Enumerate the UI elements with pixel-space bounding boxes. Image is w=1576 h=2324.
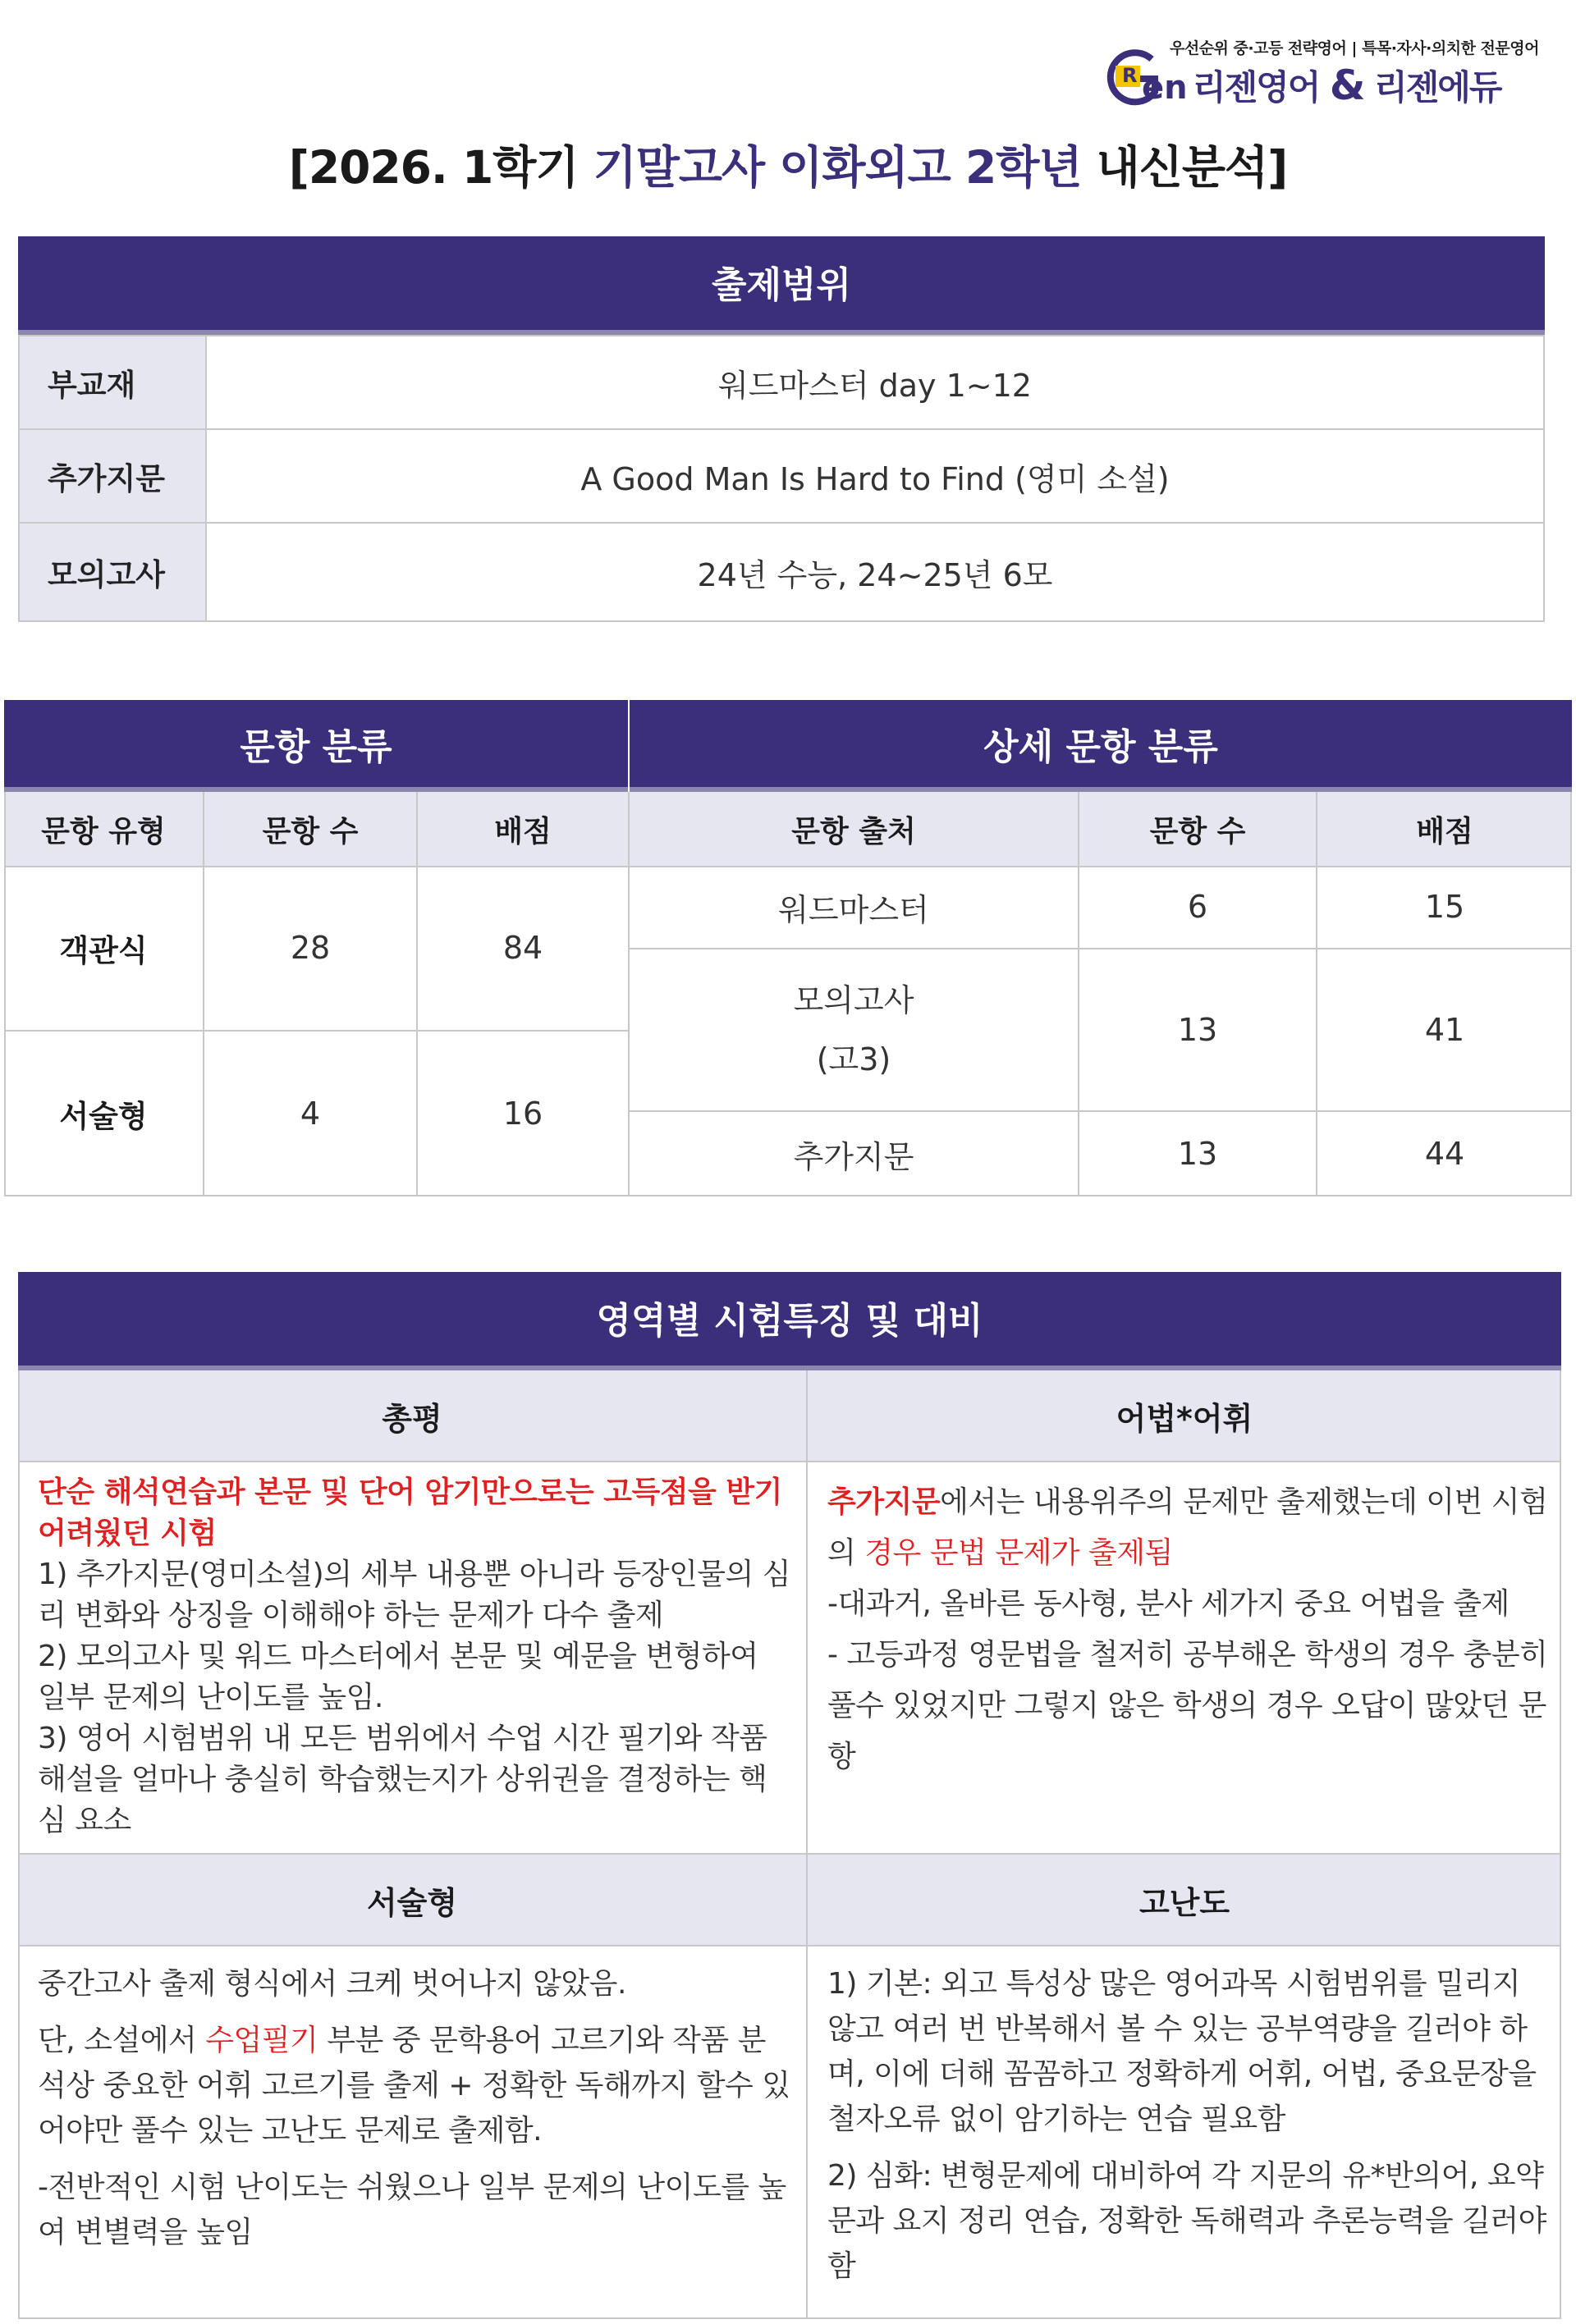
scope-row	[18, 522, 1545, 622]
overall-lead: 단순 해석연습과 본문 및 단어 암기만으로는 고득점을 받기 어려웠던 시험	[38, 1475, 782, 1550]
col-header: 배점	[418, 792, 628, 866]
difficulty-title: 고난도	[808, 1855, 1561, 1945]
essay-body	[38, 1961, 793, 2255]
overall-item: 3) 영어 시험범위 내 모든 범위에서 수업 시간 필기와 작품 해설을 얼마나 충실히 학습했는지가 상위권을 결정하는 핵심 요소	[38, 1722, 767, 1837]
grid-line	[628, 792, 630, 1196]
classification-header-right: 상세 문항 분류	[630, 700, 1572, 792]
grid-line	[630, 948, 1572, 949]
grid-line	[4, 866, 1572, 867]
grid-line	[18, 1853, 1561, 1855]
col-header: 문항 수	[204, 792, 416, 866]
logo-name-right: 리젠에듀	[1374, 67, 1501, 108]
grid-line	[203, 792, 204, 1196]
source-count: 13	[1177, 1136, 1218, 1172]
classification-table	[4, 700, 1572, 1196]
scope-value: 24년 수능, 24~25년 6모	[697, 556, 1053, 593]
col-header: 문항 수	[1079, 792, 1316, 866]
grid-line	[1316, 792, 1317, 1196]
grammar-lead-red: 추가지문	[827, 1485, 941, 1519]
essay-p2	[38, 2018, 793, 2153]
grammar-body	[827, 1477, 1550, 1782]
question-points: 16	[502, 1096, 543, 1132]
scope-value: A Good Man Is Hard to Find (영미 소설)	[580, 460, 1170, 497]
brand-logo	[1104, 31, 1547, 109]
col-header: 문항 출처	[630, 792, 1078, 866]
scope-value: 워드마스터 day 1~12	[718, 367, 1032, 404]
grid-line	[416, 792, 418, 1196]
logo-name	[1193, 61, 1500, 110]
grid-line	[4, 1030, 628, 1032]
overall-item: 1) 추가지문(영미소설)의 세부 내용뿐 아니라 등장인물의 심리 변화와 상징을 이해해야 하는 문제가 다수 출제	[38, 1558, 791, 1632]
question-count: 4	[300, 1096, 321, 1132]
overall-body	[38, 1472, 793, 1841]
grammar-lead-red2: 경우 문법 문제가 출제됨	[864, 1536, 1173, 1570]
question-type: 서술형	[59, 1099, 148, 1134]
source-count: 13	[1177, 1012, 1218, 1048]
essay-p2-a: 단, 소설에서	[38, 2024, 206, 2057]
scope-row	[18, 335, 1545, 430]
source-name	[630, 949, 1078, 1110]
grid-line	[630, 1110, 1572, 1112]
analysis-table	[18, 1272, 1561, 2321]
source-points: 41	[1424, 1012, 1465, 1048]
col-header: 문항 유형	[4, 792, 203, 866]
difficulty-p2: 2) 심화: 변형문제에 대비하여 각 지문의 유*반의어, 요약문과 요지 정리 연습, 정확한 독해력과 추론능력을 길러야 함	[827, 2159, 1546, 2283]
overall-title: 총평	[18, 1370, 806, 1461]
grammar-item: - 고등과정 영문법을 철저히 공부해온 학생의 경우 충분히 풀수 있었지만 그렇지 않은 학생의 경우 오답이 많았던 문항	[827, 1638, 1548, 1773]
grid-line	[1078, 792, 1079, 1196]
logo-en-word: en	[1142, 69, 1188, 107]
difficulty-body	[827, 1961, 1550, 2289]
source-points: 44	[1424, 1136, 1465, 1172]
logo-r-letter: R	[1122, 64, 1138, 87]
essay-title: 서술형	[18, 1855, 806, 1945]
scope-header: 출제범위	[18, 236, 1545, 335]
source-name-sub: (고3)	[816, 1041, 891, 1077]
grid-line	[4, 792, 6, 1196]
grammar-lead-text: 에서는 내용위주의 문제만 출제했는데 이번 시험의	[827, 1485, 1548, 1570]
essay-p1: 중간고사 출제 형식에서 크케 벗어나지 않았음.	[38, 1967, 626, 2001]
title-prefix: [2026. 1학기	[288, 141, 593, 194]
question-type: 객관식	[59, 933, 148, 968]
scope-table	[18, 236, 1545, 622]
title-highlight: 기말고사 이화외고 2학년	[593, 141, 1082, 194]
analysis-header: 영역별 시험특징 및 대비	[18, 1272, 1561, 1370]
logo-tagline: 우선순위 중·고등 전략영어 | 특목·자사·의치한 전문영어	[1170, 39, 1539, 57]
classification-header-left: 문항 분류	[4, 700, 628, 792]
difficulty-p1: 1) 기본: 외고 특성상 많은 영어과목 시험범위를 밀리지 않고 여러 번 반복해서 볼 수 있는 공부역량을 길러야 하며, 이에 더해 꼼꼼하고 정확하게 어휘, 어법, 중요문장을 철자오류 없이 암기하는 연습 필요함	[827, 1967, 1537, 2136]
page-title	[0, 131, 1576, 196]
col-header: 배점	[1317, 792, 1572, 866]
grammar-title: 어법*어휘	[808, 1370, 1561, 1461]
overall-item: 2) 모의고사 및 워드 마스터에서 본문 및 예문을 변형하여 일부 문제의 난이도를 높임.	[38, 1640, 758, 1714]
grid-line	[4, 1195, 1572, 1196]
logo-name-left: 리젠영어	[1193, 67, 1320, 108]
grid-line	[18, 1370, 20, 2319]
grid-line	[1570, 792, 1572, 1196]
source-name: 추가지문	[793, 1138, 914, 1175]
scope-row	[18, 428, 1545, 524]
scope-label: 추가지문	[20, 430, 207, 522]
source-name: 워드마스터	[778, 891, 929, 928]
logo-amp: &	[1329, 62, 1364, 109]
grid-line	[1560, 1370, 1561, 2319]
essay-p2-b: 부분 중 문학용어 고르기와 작품 분석상 중요한 어휘 고르기를 출제 + 정확한 독해까지 할수 있어야만 풀수 있는 고난도 문제로 출제함.	[38, 2024, 790, 2148]
essay-p2-red: 수업필기	[205, 2024, 318, 2057]
scope-label: 모의고사	[20, 524, 207, 620]
title-suffix: 내신분석]	[1081, 141, 1288, 194]
question-points: 84	[502, 930, 543, 966]
essay-p3: -전반적인 시험 난이도는 쉬웠으나 일부 문제의 난이도를 높여 변별력을 높임	[38, 2171, 786, 2249]
grid-line	[18, 1945, 1561, 1947]
grid-line	[18, 1461, 1561, 1462]
question-count: 28	[290, 930, 331, 966]
grammar-lead	[827, 1477, 1550, 1579]
grid-line	[18, 2317, 1561, 2319]
scope-label: 부교재	[20, 336, 207, 428]
source-points: 15	[1424, 889, 1465, 925]
source-name-main: 모의고사	[793, 982, 914, 1018]
grid-line	[806, 1370, 808, 2319]
source-count: 6	[1187, 889, 1208, 925]
grammar-item: -대과거, 올바른 동사형, 분사 세가지 중요 어법을 출제	[827, 1587, 1510, 1621]
